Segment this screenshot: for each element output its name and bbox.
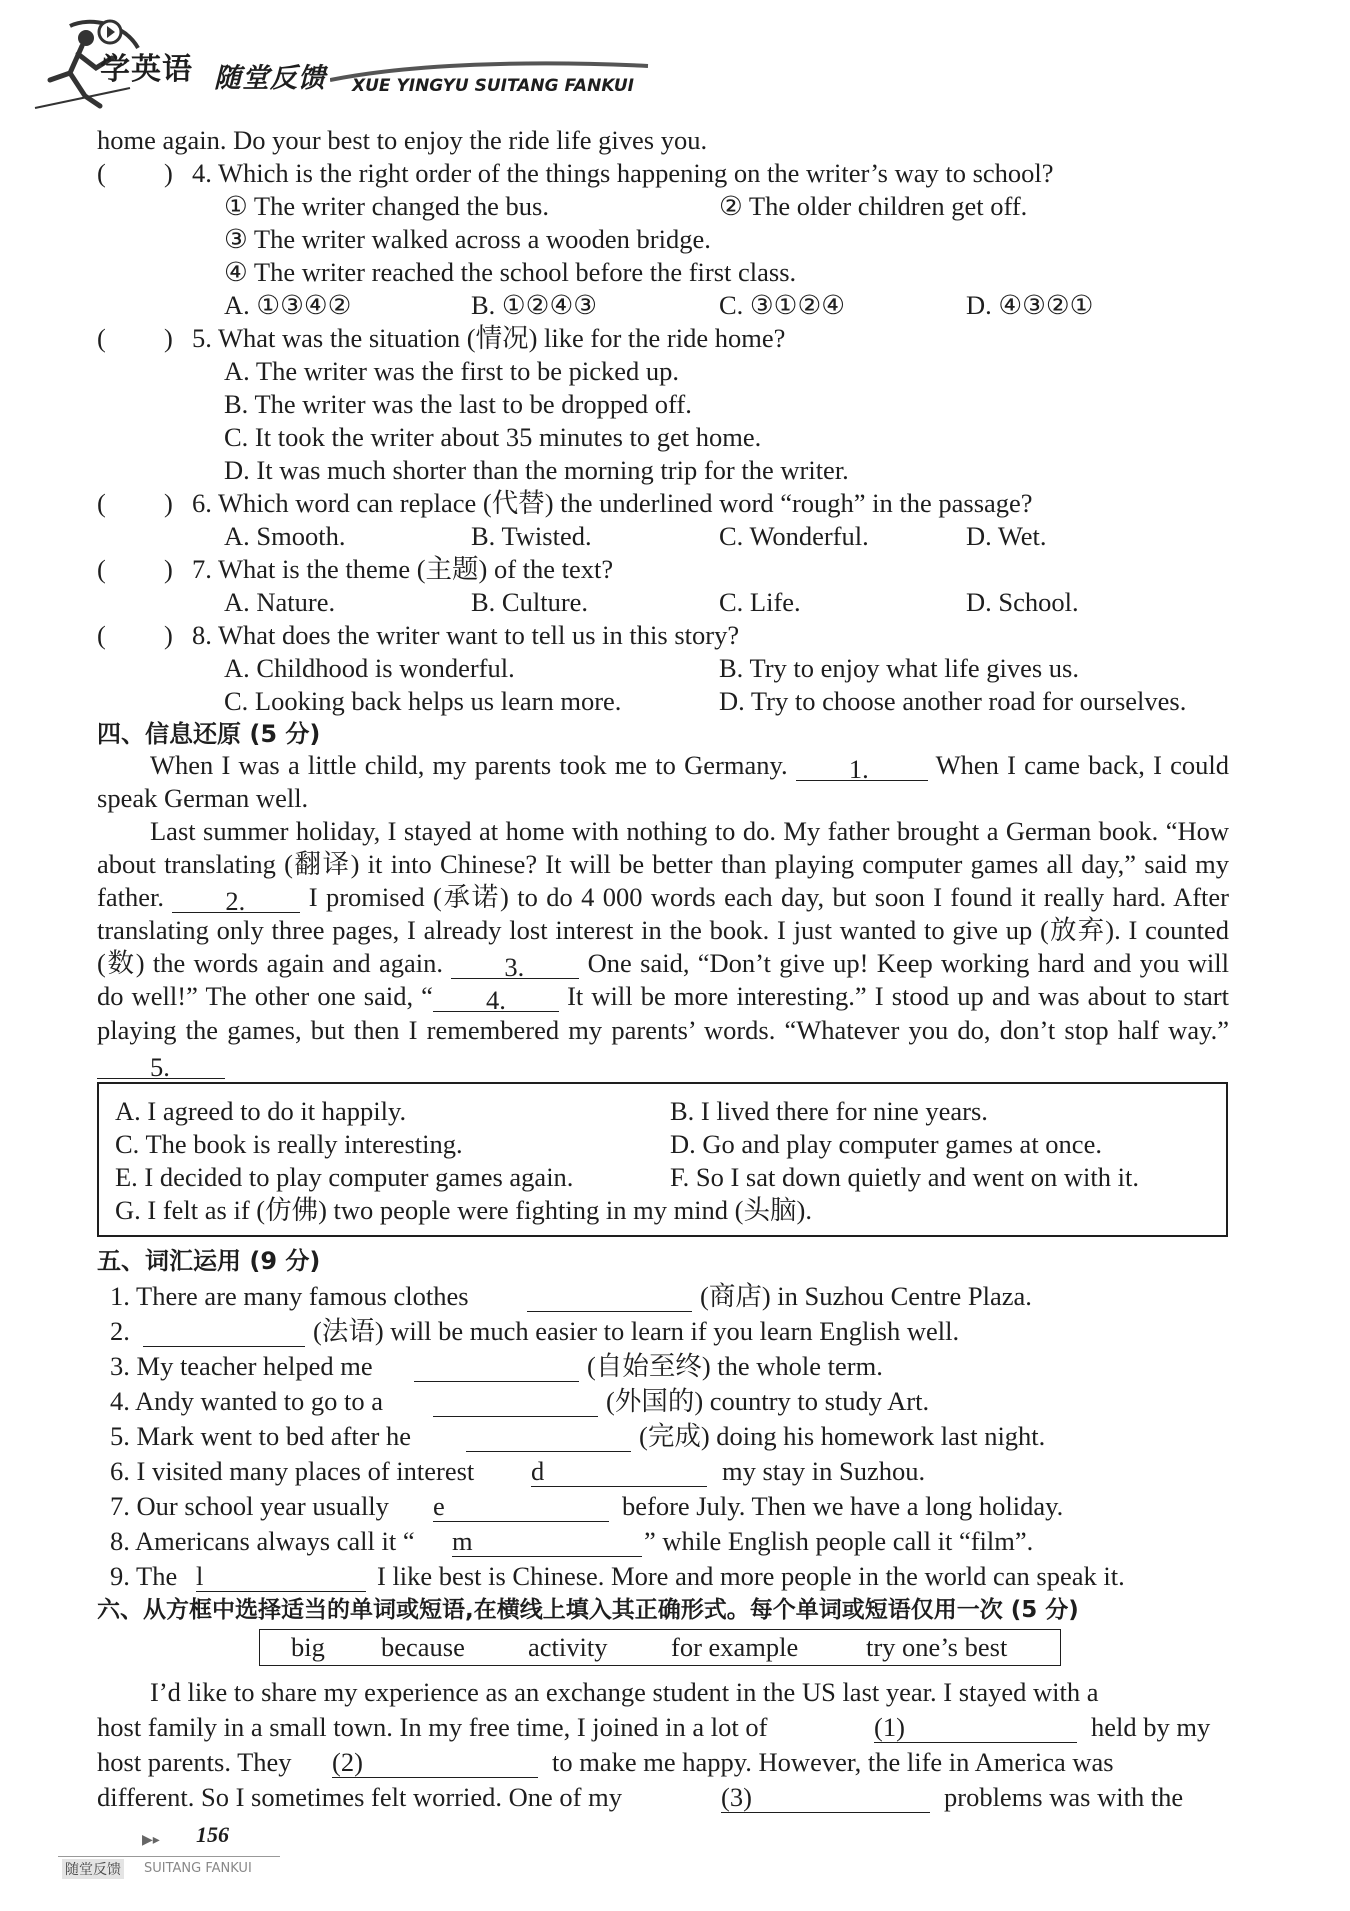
- q4-options: [0, 289, 1350, 322]
- vocab-blank-3[interactable]: [414, 1354, 579, 1382]
- passage-line-4: different. So I sometimes felt worried. One of my (3) problems was with the: [97, 1782, 1184, 1812]
- q5-stem-line: [0, 322, 1350, 355]
- passage-line-1: I’d like to share my experience as an exchange student in the US last year. I stayed with a: [150, 1677, 1099, 1707]
- answer-paren-open: (: [97, 158, 106, 188]
- q5-option-b: B. The writer was the last to be dropped off.: [224, 389, 692, 419]
- blank-1[interactable]: 1.: [796, 753, 928, 781]
- section4-paragraph-1: When I was a little child, my parents took me to Germany. 1. When I came back, I could speak German well.: [97, 750, 1229, 814]
- q5-stem: 5. What was the situation (情况) like for the ride home?: [192, 323, 786, 353]
- q7-stem-line: [0, 553, 1350, 586]
- q8-options-2: C. Looking back helps us learn more. D. Try to choose another road for ourselves.: [224, 686, 1187, 716]
- vocab-blank-5[interactable]: [466, 1424, 631, 1452]
- q4-option-d: D. ④③②①: [966, 290, 1094, 320]
- answer-paren-close: ): [164, 620, 173, 650]
- vocab-blank-6[interactable]: d: [531, 1459, 707, 1487]
- option-c: C. The book is really interesting.: [115, 1129, 463, 1159]
- q4-option-c: C. ③①②④: [719, 290, 845, 320]
- q4-statements-1: ① The writer changed the bus. ② The older children get off.: [224, 191, 1028, 221]
- vocab-item-4: 4. Andy wanted to go to a (外国的) country to study Art.: [110, 1386, 930, 1416]
- vocab-blank-2[interactable]: [143, 1319, 305, 1347]
- blank-2[interactable]: 2.: [172, 885, 300, 913]
- vocab-item-1: 1. There are many famous clothes (商店) in Suzhou Centre Plaza.: [110, 1281, 1032, 1311]
- q5-option-a: A. The writer was the first to be picked up.: [224, 356, 680, 386]
- vocab-item-8: 8. Americans always call it “ m ” while English people call it “film”.: [110, 1526, 1034, 1556]
- header-title: 学英语: [100, 52, 193, 87]
- section5-heading: 五、词汇运用 (9 分): [97, 1247, 321, 1275]
- section4-heading-line: [0, 718, 1350, 751]
- continuation-line: home again. Do your best to enjoy the ride life gives you.: [97, 125, 708, 155]
- vocab-blank-8[interactable]: m: [452, 1529, 642, 1557]
- q7-stem: 7. What is the theme (主题) of the text?: [192, 554, 614, 584]
- section6-heading: 六、从方框中选择适当的单词或短语,在横线上填入其正确形式。每个单词或短语仅用一次 (5 分): [97, 1597, 1079, 1623]
- q7-options: A. Nature. B. Culture. C. Life. D. School.: [224, 587, 1079, 617]
- q8-stem: 8. What does the writer want to tell us in this story?: [192, 620, 740, 650]
- q5-option-c: C. It took the writer about 35 minutes to get home.: [224, 422, 762, 452]
- q4-option-a: A. ①③④②: [224, 290, 352, 320]
- option-a: A. I agreed to do it happily.: [115, 1096, 407, 1126]
- passage-blank-3[interactable]: (3): [721, 1785, 930, 1813]
- word-4: for example: [671, 1632, 799, 1662]
- q6-stem-line: [0, 487, 1350, 520]
- option-d: D. Go and play computer games at once.: [670, 1129, 1102, 1159]
- answer-paren-close: ): [164, 488, 173, 518]
- passage-blank-1[interactable]: (1): [874, 1715, 1077, 1743]
- vocab-blank-9[interactable]: l: [196, 1564, 366, 1592]
- answer-paren-close: ): [164, 554, 173, 584]
- section5-heading-line: [0, 1245, 1350, 1278]
- passage-line-3: host parents. They (2) to make me happy. However, the life in America was: [97, 1747, 1114, 1777]
- q4-stem: 4. Which is the right order of the things happening on the writer’s way to school?: [192, 158, 1054, 188]
- q6-options: A. Smooth. B. Twisted. C. Wonderful. D. Wet.: [224, 521, 1047, 551]
- vocab-blank-7[interactable]: e: [433, 1494, 609, 1522]
- answer-paren-open: (: [97, 554, 106, 584]
- q8-stem-line: [0, 619, 1350, 652]
- q6-stem: 6. Which word can replace (代替) the underlined word “rough” in the passage?: [192, 488, 1033, 518]
- word-3: activity: [528, 1632, 608, 1662]
- q4-stem-line: [0, 157, 1350, 190]
- play-icon: [96, 18, 124, 46]
- vocab-blank-4[interactable]: [433, 1389, 598, 1417]
- answer-paren-close: ): [164, 323, 173, 353]
- page-number: 156: [196, 1822, 229, 1847]
- word-5: try one’s best: [866, 1632, 1008, 1662]
- answer-paren-open: (: [97, 323, 106, 353]
- answer-paren-open: (: [97, 620, 106, 650]
- vocab-item-5: 5. Mark went to bed after he (完成) doing his homework last night.: [110, 1421, 1046, 1451]
- answer-paren-close: ): [164, 158, 173, 188]
- option-g: G. I felt as if (仿佛) two people were fighting in my mind (头脑).: [115, 1195, 812, 1225]
- header-swoosh: [330, 60, 650, 84]
- q5-option-d: D. It was much shorter than the morning trip for the writer.: [224, 455, 849, 485]
- vocab-item-7: 7. Our school year usually e before July. Then we have a long holiday.: [110, 1491, 1064, 1521]
- word-1: big: [291, 1632, 325, 1662]
- vocab-item-6: 6. I visited many places of interest d my stay in Suzhou.: [110, 1456, 926, 1486]
- word-box: [259, 1629, 1061, 1666]
- footer-tag: 随堂反馈: [62, 1859, 124, 1879]
- section6-heading-line: [0, 1594, 1350, 1627]
- header-subtitle: 随堂反馈: [214, 63, 326, 94]
- footer-tag-latin: SUITANG FANKUI: [144, 1861, 252, 1876]
- section4-paragraph-2: Last summer holiday, I stayed at home with nothing to do. My father brought a German book. “How about translating (翻译) it into Chinese? It will be better than playing computer games all day,” said my father. 2. I promised (承诺) to do 4 000 words each day, but soon I found it really hard. After translating only three pages, I already lost interest in the book. I just wanted to give up (放弃). I counted (数) the words again and again. 3. One said, “Don’t give up! Keep working hard and you will do well!” The other one said, “ 4. It will be more interesting.” I stood up and was about to start playing the games, but then I remembered my parents’ words. “Whatever you do, don’t stop half way.” 5.: [97, 816, 1230, 1082]
- section4-heading: 四、信息还原 (5 分): [97, 720, 321, 748]
- passage-blank-2[interactable]: (2): [332, 1750, 538, 1778]
- vocab-item-3: 3. My teacher helped me (自始至终) the whole term.: [110, 1351, 883, 1381]
- section4-options-box: [97, 1082, 1228, 1237]
- vocab-item-9: 9. The l I like best is Chinese. More and more people in the world can speak it.: [110, 1561, 1125, 1591]
- option-b: B. I lived there for nine years.: [670, 1096, 988, 1126]
- word-2: because: [381, 1632, 465, 1662]
- footer-rule: [58, 1856, 280, 1857]
- option-f: F. So I sat down quietly and went on with it.: [670, 1162, 1139, 1192]
- passage-line-2: host family in a small town. In my free time, I joined in a lot of (1) held by my: [97, 1712, 1211, 1742]
- option-e: E. I decided to play computer games again.: [115, 1162, 574, 1192]
- answer-paren-open: (: [97, 488, 106, 518]
- q4-option-b: B. ①②④③: [471, 290, 597, 320]
- vocab-item-2: 2. (法语) will be much easier to learn if you learn English well.: [110, 1316, 960, 1346]
- q8-options-1: A. Childhood is wonderful. B. Try to enjoy what life gives us.: [224, 653, 1079, 683]
- header-latin: XUE YINGYU SUITANG FANKUI: [352, 76, 635, 96]
- q4-statement-4: ④ The writer reached the school before the first class.: [224, 257, 797, 287]
- vocab-blank-1[interactable]: [527, 1284, 692, 1312]
- q4-statement-3: ③ The writer walked across a wooden bridge.: [224, 224, 711, 254]
- blank-5[interactable]: 5.: [97, 1051, 225, 1079]
- blank-4[interactable]: 4.: [433, 984, 559, 1012]
- blank-3[interactable]: 3.: [451, 951, 579, 979]
- arrow-icon: ▶▸: [142, 1833, 160, 1848]
